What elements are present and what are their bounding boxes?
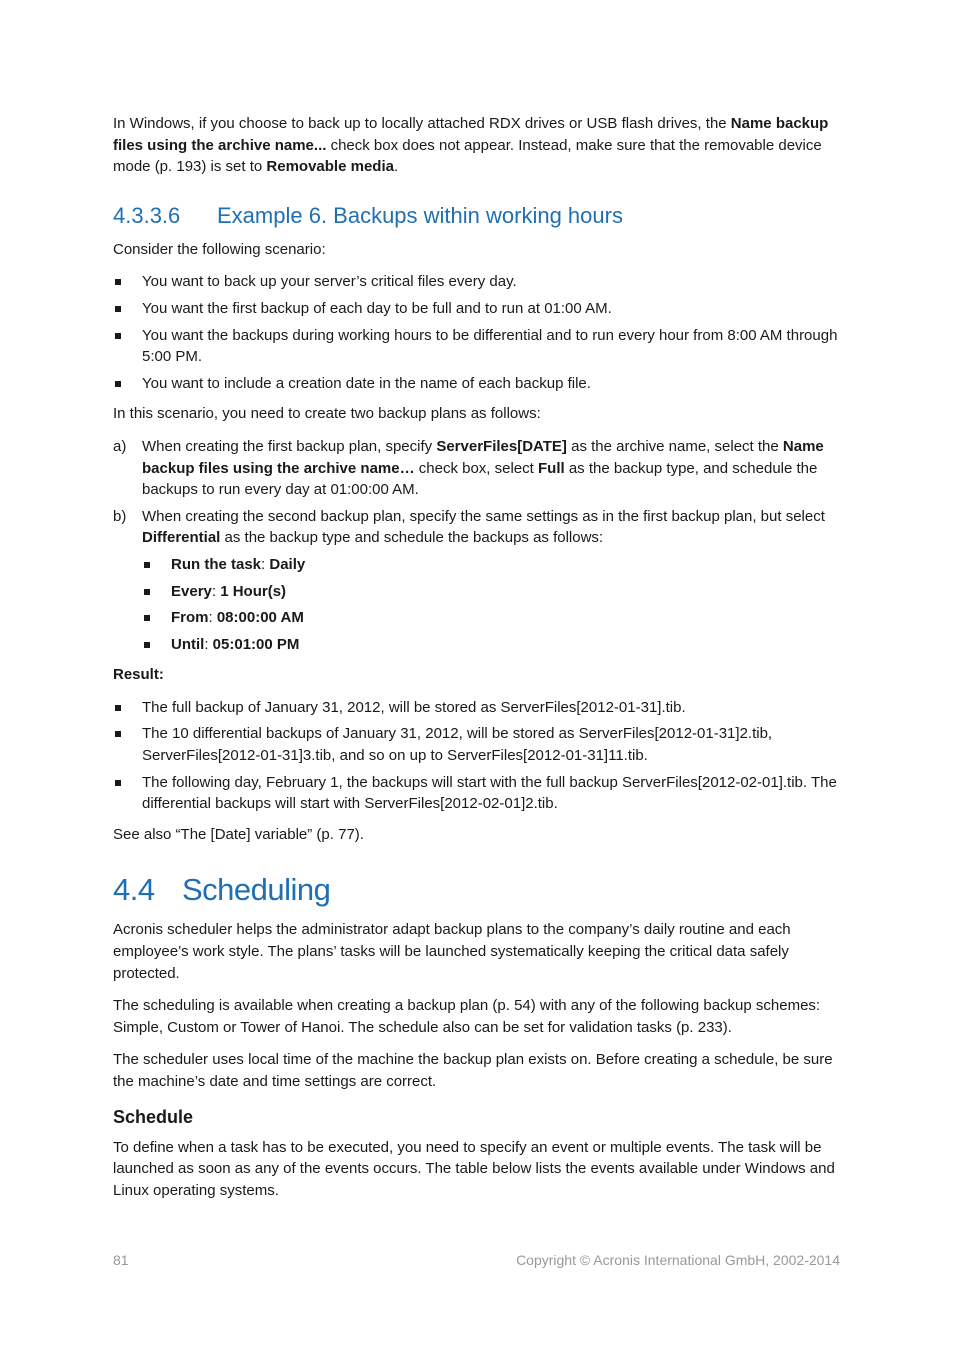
step-b-text-1: When creating the second backup plan, specify the same settings as in the first backup plan, but select xyxy=(142,507,825,525)
list-item: You want to include a creation date in the name of each backup file. xyxy=(113,373,838,395)
section-title: Scheduling xyxy=(182,872,331,908)
section-heading-example-6 xyxy=(113,203,838,229)
section-title: Example 6. Backups within working hours xyxy=(217,202,623,228)
scheduling-paragraph-1: Acronis scheduler helps the administrator adapt backup plans to the company’s daily routine and each employee’s work style. The plans’ tasks will be launched systematically keeping the critical data safely protected. xyxy=(113,921,791,982)
scheduling-paragraph-3: The scheduler uses local time of the machine the backup plan exists on. Before creating a schedule, be sure the machine’s date and time settings are correct. xyxy=(113,1051,833,1090)
result-label xyxy=(113,664,838,686)
setting-item xyxy=(142,554,838,576)
step-a-text-1: When creating the first backup plan, specify xyxy=(142,437,437,455)
setting-label: Every xyxy=(171,582,212,600)
step-a-bold-full: Full xyxy=(538,459,565,477)
schedule-paragraph: To define when a task has to be executed, you need to specify an event or multiple events. The task will be launched as soon as any of the events occurs. The table below lists the events available under Windows and Linux operating systems. xyxy=(113,1138,835,1199)
setting-label: From xyxy=(171,609,209,627)
intro-text-3: . xyxy=(393,158,399,176)
step-a-text-3: check box, select xyxy=(414,459,538,477)
setting-separator: : xyxy=(211,582,221,600)
section-number: 4.4 xyxy=(113,872,155,908)
list-item-step-a xyxy=(113,436,838,501)
list-item-step-b xyxy=(113,506,838,656)
intro-text-2: check box does not appear. Instead, make sure that the removable device mode (p. 193) is set to xyxy=(113,136,822,176)
scenario-intro: Consider the following scenario: xyxy=(113,240,326,258)
setting-separator: : xyxy=(204,635,213,653)
page-number: 81 xyxy=(113,1252,129,1268)
scheduling-paragraph-2: The scheduling is available when creating a backup plan (p. 54) with any of the following backup schemes: Simple, Custom or Tower of Hanoi. The schedule also can be set for validation tasks (p. 233). xyxy=(113,997,821,1036)
scenario-bullet-list xyxy=(113,271,838,394)
setting-label: Run the task xyxy=(171,555,262,573)
schedule-settings-list xyxy=(142,554,838,655)
step-a-text-2: as the archive name, select the xyxy=(566,437,783,455)
section-heading-scheduling xyxy=(113,871,838,909)
list-item: You want to back up your server’s critical files every day. xyxy=(113,271,838,293)
step-marker: a) xyxy=(113,437,127,455)
setting-label: Until xyxy=(171,635,205,653)
list-item: You want the first backup of each day to be full and to run at 01:00 AM. xyxy=(113,298,838,320)
setting-separator: : xyxy=(261,555,270,573)
intro-text-1: In Windows, if you choose to back up to locally attached RDX drives or USB flash drives, the xyxy=(113,115,731,132)
list-item: The full backup of January 31, 2012, will be stored as ServerFiles[2012-01-31].tib. xyxy=(113,697,838,719)
setting-value: 1 Hour(s) xyxy=(220,582,287,600)
page-content xyxy=(113,113,838,1212)
intro-paragraph xyxy=(113,113,838,178)
step-b-text-2: as the backup type and schedule the backups as follows: xyxy=(220,529,604,547)
step-marker: b) xyxy=(113,507,127,525)
setting-item xyxy=(142,607,838,629)
results-bullet-list xyxy=(113,697,838,815)
see-also-paragraph: See also “The [Date] variable” (p. 77). xyxy=(113,825,364,843)
setting-item xyxy=(142,581,838,603)
section-number: 4.3.3.6 xyxy=(113,202,181,228)
intro-bold-removable-media: Removable media xyxy=(266,158,394,176)
schedule-subheading: Schedule xyxy=(113,1106,194,1127)
plans-ordered-list xyxy=(113,436,838,655)
setting-value: 05:01:00 PM xyxy=(212,635,300,653)
step-a-bold-archive-name: ServerFiles[DATE] xyxy=(436,437,567,455)
setting-item xyxy=(142,634,838,656)
copyright-notice: Copyright © Acronis International GmbH, 2002-2014 xyxy=(516,1252,840,1268)
setting-separator: : xyxy=(208,609,217,627)
list-item: The 10 differential backups of January 31, 2012, will be stored as ServerFiles[2012-01-31]2.tib, ServerFiles[2012-01-31]3.tib, and so on up to ServerFiles[2012-01-31]11.tib. xyxy=(113,723,838,766)
plans-intro: In this scenario, you need to create two backup plans as follows: xyxy=(113,405,541,423)
list-item: You want the backups during working hours to be differential and to run every hour from 8:00 AM through 5:00 PM. xyxy=(113,325,838,368)
result-label-text: Result: xyxy=(113,666,164,684)
intro-bold-checkbox-name: Name backup files using the archive name... xyxy=(113,115,829,154)
step-a-text-4: as the backup type, and schedule the backups to run every day at 01:00:00 AM. xyxy=(142,459,818,499)
setting-value: 08:00:00 AM xyxy=(216,609,304,627)
setting-value: Daily xyxy=(269,555,306,573)
step-b-bold-differential: Differential xyxy=(142,529,221,547)
step-a-bold-checkbox-name: Name backup files using the archive name… xyxy=(142,437,824,477)
list-item: The following day, February 1, the backups will start with the full backup ServerFiles[2012-02-01].tib. The differential backups will start with ServerFiles[2012-02-01]2.tib. xyxy=(113,772,838,815)
